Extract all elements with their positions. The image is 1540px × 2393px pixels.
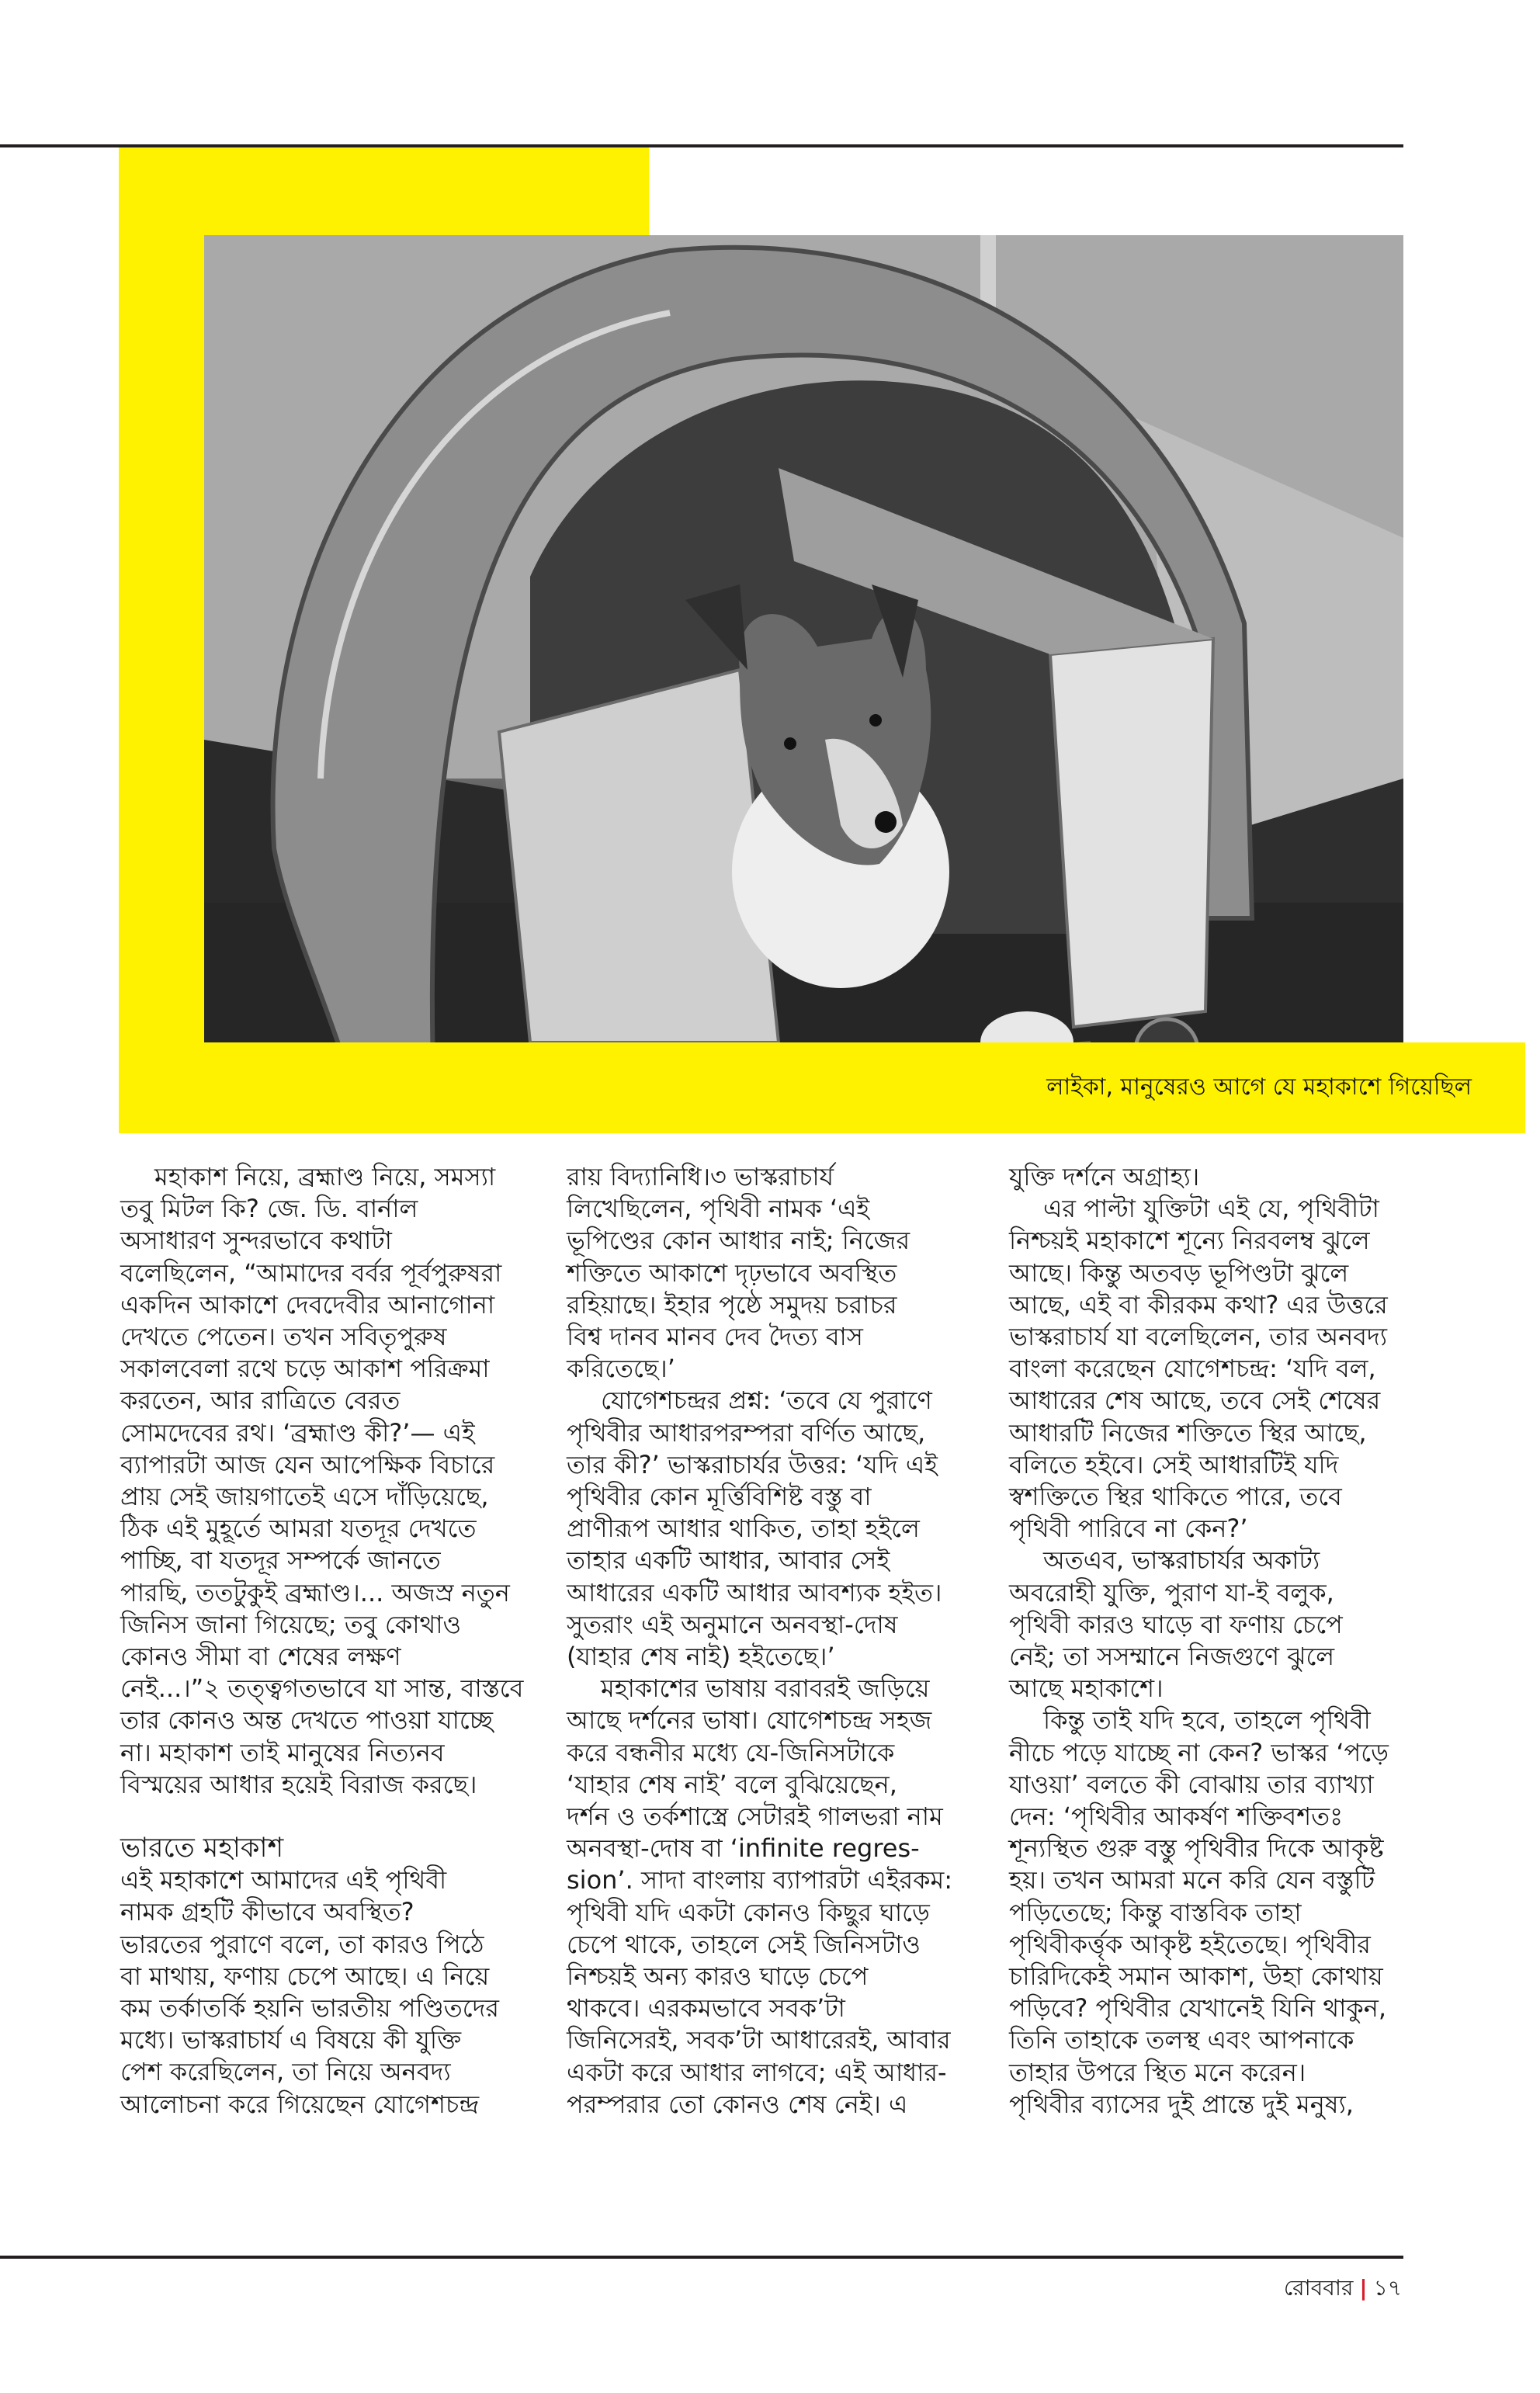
text-line: শূন্যস্থিত গুরু বস্তু পৃথিবীর দিকে আকৃষ্ট (1009, 1833, 1384, 1864)
text-line: চেপে থাকে, তাহলে সেই জিনিসটাও (567, 1929, 921, 1959)
text-line: সুতরাং এই অনুমানে অনবস্থা-দোষ (567, 1609, 898, 1639)
text-line: মহাকাশের ভাষায় বরাবরই জড়িয়ে (601, 1673, 930, 1704)
text-line: sion’. সাদা বাংলায় ব্যাপারটা এইরকম: (567, 1865, 953, 1895)
text-line: কম তর্কাতর্কি হয়নি ভারতীয় পণ্ডিতদের (120, 1993, 500, 2024)
text-line: পৃথিবী যদি একটা কোনও কিছুর ঘাড়ে (567, 1897, 930, 1927)
text-line: এই মহাকাশে আমাদের এই পৃথিবী (120, 1865, 447, 1895)
text-line: তাহার উপরে স্থিত মনে করেন। (1009, 2057, 1306, 2087)
text-line: তাহার একটি আধার, আবার সেই (567, 1545, 890, 1576)
text-line: নিশ্চয়ই মহাকাশে শূন্যে নিরবলম্ব ঝুলে (1009, 1226, 1370, 1256)
text-line: নীচে পড়ে যাচ্ছে না কেন? ভাস্কর ‘পড়ে (1009, 1737, 1389, 1767)
text-line: সোমদেবের রথ। ‘ব্রহ্মাণ্ড কী?’— এই (120, 1417, 475, 1448)
text-line: লিখেছিলেন, পৃথিবী নামক ‘এই (567, 1194, 870, 1224)
text-line: অনবস্থা-দোষ বা ‘infinite regres- (567, 1833, 920, 1864)
text-line: থাকবে। এরকমভাবে সবক’টা (567, 1993, 845, 2024)
text-line: প্রায় সেই জায়গাতেই এসে দাঁড়িয়েছে, (120, 1482, 489, 1512)
photo-caption: লাইকা, মানুষেরও আগে যে মহাকাশে গিয়েছিল (1046, 1073, 1472, 1101)
text-line: পড়িতেছে; কিন্তু বাস্তবিক তাহা (1009, 1897, 1302, 1927)
yellow-accent-left (119, 147, 204, 1133)
text-line: না। মহাকাশ তাই মানুষের নিত্যনব (120, 1737, 445, 1767)
section-heading: ভারতে মহাকাশ (120, 1833, 284, 1864)
text-line: ভারতের পুরাণে বলে, তা কারও পিঠে (120, 1929, 484, 1959)
text-line: করিতেছে।’ (567, 1354, 675, 1384)
text-line: পারছি, ততটুকুই ব্রহ্মাণ্ড।... অজস্র নতুন (120, 1577, 510, 1607)
text-line: আছে, এই বা কীরকম কথা? এর উত্তরে (1009, 1289, 1388, 1320)
publication-name: রোববার (1283, 2275, 1354, 2301)
text-line: জিনিসেরই, সবক’টা আধারেরই, আবার (567, 2025, 951, 2055)
text-line: যাওয়া’ বলতে কী বোঝায় তার ব্যাখ্যা (1009, 1769, 1374, 1799)
dog-nose (875, 811, 897, 833)
text-line: বলিতে হইবে। সেই আধারটিই যদি (1009, 1449, 1339, 1479)
text-line: চারিদিকেই সমান আকাশ, উহা কোথায় (1009, 1961, 1383, 1992)
text-line: পৃথিবীকর্ত্তৃক আকৃষ্ট হইতেছে। পৃথিবীর (1009, 1929, 1371, 1959)
text-line: স্বশক্তিতে স্থির থাকিতে পারে, তবে (1009, 1482, 1342, 1512)
text-line: ঠিক এই মুহূর্তে আমরা যতদূর দেখতে (120, 1514, 477, 1544)
text-line: করে বন্ধনীর মধ্যে যে-জিনিসটাকে (567, 1737, 895, 1767)
text-line: সকালবেলা রথে চড়ে আকাশ পরিক্রমা (120, 1354, 490, 1384)
right-panel (1050, 639, 1213, 1027)
dog-eye-left (784, 737, 796, 750)
text-line: একটা করে আধার লাগবে; এই আধার- (567, 2057, 947, 2087)
article-paragraph (1009, 1705, 1432, 2121)
article-paragraph (1009, 1545, 1432, 1705)
text-line: অবরোহী যুক্তি, পুরাণ যা-ই বলুক, (1009, 1577, 1334, 1607)
text-line: কিন্তু তাই যদি হবে, তাহলে পৃথিবী (1043, 1705, 1371, 1736)
text-line: দেখতে পেতেন। তখন সবিতৃপুরুষ (120, 1322, 447, 1352)
article-column-1 (120, 1161, 543, 2121)
article-paragraph (567, 1385, 990, 1673)
text-line: তবু মিটল কি? জে. ডি. বার্নাল (120, 1194, 418, 1224)
text-line: বিশ্ব দানব মানব দেব দৈত্য বাস (567, 1322, 863, 1352)
text-line: নেই...।”২ তত্ত্বগতভাবে যা সান্ত, বাস্তবে (120, 1673, 524, 1704)
text-line: পৃথিবী কারও ঘাড়ে বা ফণায় চেপে (1009, 1609, 1343, 1639)
text-line: হয়। তখন আমরা মনে করি যেন বস্তুটি (1009, 1865, 1375, 1895)
text-line: বা মাথায়, ফণায় চেপে আছে। এ নিয়ে (120, 1961, 490, 1991)
text-line: রহিয়াছে। ইহার পৃষ্ঠে সমুদয় চরাচর (567, 1289, 897, 1320)
text-line: প্রাণীরূপ আধার থাকিত, তাহা হইলে (567, 1514, 920, 1544)
footer-separator: | (1359, 2275, 1368, 2301)
text-line: আছে। কিন্তু অতবড় ভূপিণ্ডটা ঝুলে (1009, 1257, 1349, 1288)
text-line: আছে দর্শনের ভাষা। যোগেশচন্দ্র সহজ (567, 1705, 932, 1736)
text-line: পৃথিবীর ব্যাসের দুই প্রান্তে দুই মনুষ্য, (1009, 2089, 1354, 2119)
text-line: পৃথিবী পারিবে না কেন?’ (1009, 1514, 1248, 1544)
text-line: আধারের শেষ আছে, তবে সেই শেষের (1009, 1386, 1381, 1416)
article-column-2 (567, 1161, 990, 2121)
text-line: পরম্পরার তো কোনও শেষ নেই। এ (567, 2089, 908, 2119)
text-line: পৃথিবীর কোন মূর্ত্তিবিশিষ্ট বস্তু বা (567, 1482, 872, 1512)
text-line: আছে মহাকাশে। (1009, 1673, 1164, 1704)
text-line: আধারটি নিজের শক্তিতে স্থির আছে, (1009, 1417, 1367, 1448)
text-line: অসাধারণ সুন্দরভাবে কথাটা (120, 1226, 392, 1256)
laika-photo (204, 235, 1403, 1042)
article-paragraph (567, 1673, 990, 2121)
text-line: পেশ করেছিলেন, তা নিয়ে অনবদ্য (120, 2057, 451, 2087)
article-paragraph (120, 1161, 543, 1801)
text-line: রায় বিদ্যানিধি।৩ ভাস্করাচার্য (567, 1162, 834, 1191)
text-line: ব্যাপারটা আজ যেন আপেক্ষিক বিচারে (120, 1449, 495, 1479)
text-line: পাচ্ছি, বা যতদূর সম্পর্কে জানতে (120, 1545, 441, 1576)
text-line: মহাকাশ নিয়ে, ব্রহ্মাণ্ড নিয়ে, সমস্যা (154, 1162, 496, 1191)
text-line: করতেন, আর রাত্রিতে বেরত (120, 1386, 401, 1416)
article-paragraph (1009, 1161, 1432, 1193)
page-number: ১৭ (1373, 2275, 1402, 2301)
text-line: অতএব, ভাস্করাচার্যর অকাট্য (1043, 1545, 1320, 1576)
text-line: পড়িবে? পৃথিবীর যেখানেই যিনি থাকুন, (1009, 1993, 1387, 2024)
text-line: শক্তিতে আকাশে দৃঢ়ভাবে অবস্থিত (567, 1257, 897, 1288)
text-line: দেন: ‘পৃথিবীর আকর্ষণ শক্তিবশতঃ (1009, 1802, 1344, 1832)
text-line: তার কী?’ ভাস্করাচার্যর উত্তর: ‘যদি এই (567, 1449, 938, 1479)
page-footer (1284, 2271, 1402, 2308)
text-line: আলোচনা করে গিয়েছেন যোগেশচন্দ্র (120, 2089, 480, 2119)
text-line: নামক গ্রহটি কীভাবে অবস্থিত? (120, 1897, 414, 1927)
article-paragraph (1009, 1193, 1432, 1545)
text-line: এর পাল্টা যুক্তিটা এই যে, পৃথিবীটা (1043, 1194, 1379, 1224)
text-line: দর্শন ও তর্কশাস্ত্রে সেটারই গালভরা নাম (567, 1802, 943, 1832)
bottom-rule (0, 2256, 1403, 2259)
text-line: জিনিস জানা গিয়েছে; তবু কোথাও (120, 1609, 462, 1639)
text-line: ভূপিণ্ডের কোন আধার নাই; নিজের (567, 1226, 910, 1256)
text-line: বাংলা করেছেন যোগেশচন্দ্র: ‘যদি বল, (1009, 1354, 1376, 1384)
text-line: (যাহার শেষ নাই) হইতেছে।’ (567, 1642, 835, 1672)
text-line: ভাস্করাচার্য যা বলেছিলেন, তার অনবদ্য (1009, 1322, 1388, 1352)
text-line: তার কোনও অন্ত দেখতে পাওয়া যাচ্ছে (120, 1705, 494, 1736)
text-line: ‘যাহার শেষ নাই’ বলে বুঝিয়েছেন, (567, 1769, 897, 1799)
article-paragraph (120, 1864, 543, 2121)
text-line: পৃথিবীর আধারপরম্পরা বর্ণিত আছে, (567, 1417, 926, 1448)
text-line: বিস্ময়ের আধার হয়েই বিরাজ করছে। (120, 1769, 477, 1799)
text-line: তিনি তাহাকে তলস্থ এবং আপনাকে (1009, 2025, 1354, 2055)
text-line: নেই; তা সসম্মানে নিজগুণে ঝুলে (1009, 1642, 1335, 1672)
text-line: বলেছিলেন, “আমাদের বর্বর পূর্বপুরুষরা (120, 1257, 502, 1288)
text-line: মধ্যে। ভাস্করাচার্য এ বিষয়ে কী যুক্তি (120, 2025, 462, 2055)
article-column-3 (1009, 1161, 1432, 2121)
text-line: যুক্তি দর্শনে অগ্রাহ্য। (1009, 1162, 1200, 1191)
dog-eye-right (869, 714, 882, 727)
text-line: কোনও সীমা বা শেষের লক্ষণ (120, 1642, 401, 1672)
text-line: আধারের একটি আধার আবশ্যক হইত। (567, 1577, 942, 1607)
text-line: একদিন আকাশে দেবদেবীর আনাগোনা (120, 1289, 495, 1320)
photo-illustration (204, 235, 1403, 1042)
text-line: যোগেশচন্দ্রর প্রশ্ন: ‘তবে যে পুরাণে (601, 1386, 932, 1416)
text-line: নিশ্চয়ই অন্য কারও ঘাড়ে চেপে (567, 1961, 869, 1992)
article-paragraph (567, 1161, 990, 1385)
